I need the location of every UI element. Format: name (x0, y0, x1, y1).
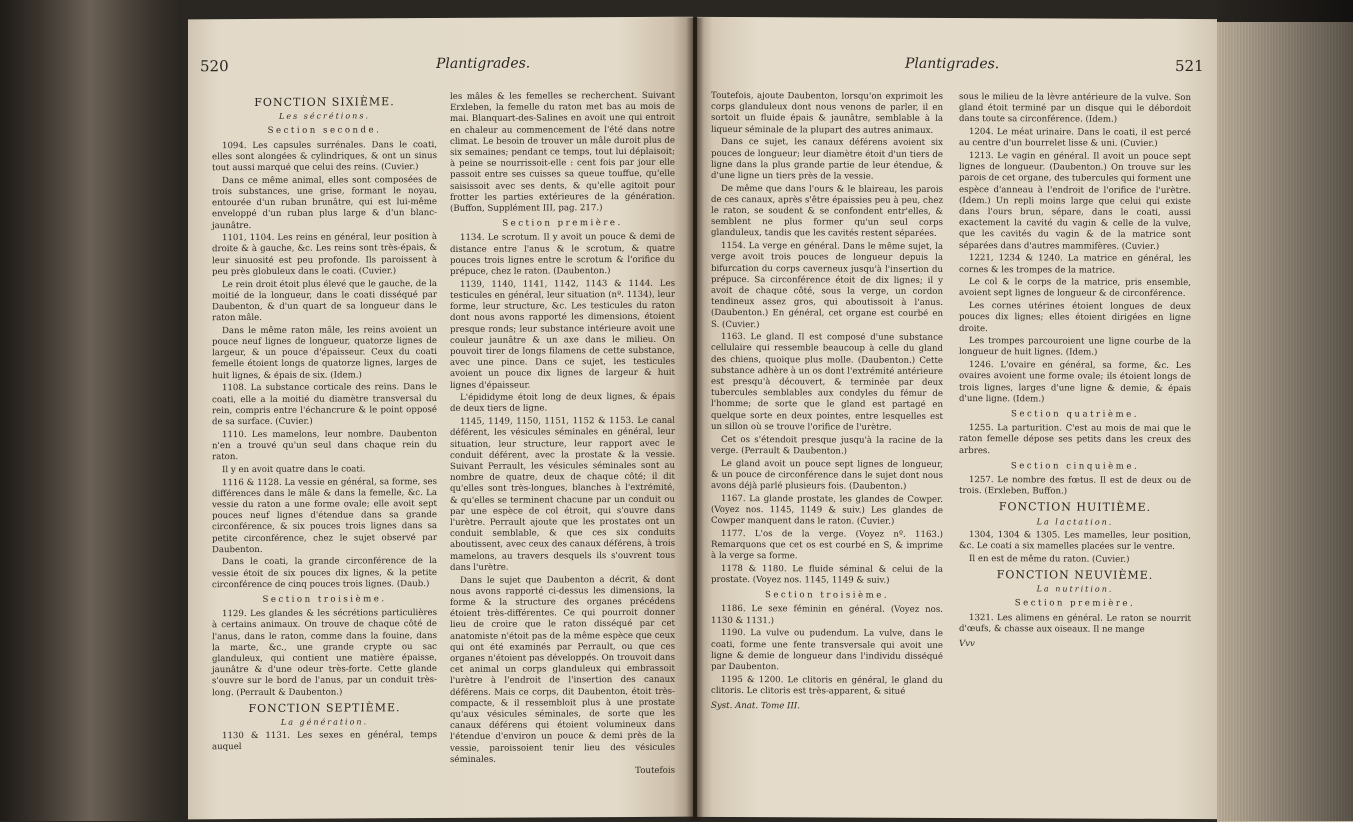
subject-heading: Les sécrétions. (279, 111, 370, 122)
paragraph: 1190. La vulve ou pudendum. La vulve, dans le coati, forme une fente transversale qui avoit une ligne & demie de longueur dans l'individu disséqué par Daubenton. (711, 628, 943, 673)
left-running-head: Plantigrades. (436, 55, 531, 73)
section-heading: Section première. (1014, 598, 1136, 610)
paragraph: 1186. Le sexe féminin en général. (Voyez nos. 1130 & 1131.) (711, 604, 943, 626)
paragraph: Dans le même raton mâle, les reins avoient un pouce neuf lignes de longueur, quatorze lignes de largeur, & un pouce d'épaisseur. Ceux du coati femelle étoient longs de quatorze lignes, larges de huit lignes, & épais de six. (Idem.) (212, 324, 437, 381)
paragraph: 1116 & 1128. La vessie en général, sa forme, ses différences dans le mâle & dans la femelle, &c. La vessie du raton a une forme ovale; elle avoit sept pouces neuf lignes d'étendue dans sa grande circonférence, & six pouces trois lignes dans sa petite circonférence, chez le sujet observé par Daubenton. (212, 476, 437, 555)
right-page-column-1 (711, 91, 943, 715)
signature-mark: Vvv (959, 638, 975, 650)
paragraph: 1154. La verge en général. Dans le même sujet, la verge avoit trois pouces de longueur depuis la bifurcation du corps caverneux jusqu'à l'insertion du prépuce. Sa circonférence étoit de dix lignes; il y avoit de chaque côté, sous la verge, un cordon tendineux assez gros, qui aboutissoit à l'anus. (Daubenton.) En général, cet organe est courbé en S. (Cuvier.) (711, 241, 943, 330)
left-page-header (196, 55, 676, 82)
section-heading: Section cinquième. (1010, 461, 1140, 472)
paragraph: 1094. Les capsules surrénales. Dans le coati, elles sont alongées & cylindriques, & ont un sinus tout aussi marqué que celui des reins. (Cuvier.) (212, 139, 437, 174)
paragraph: 1204. Le méat urinaire. Dans le coati, il est percé au centre d'un bourrelet lisse & uni. (Cuvier.) (959, 127, 1191, 150)
function-heading: FONCTION NEUVIÈME. (996, 568, 1154, 582)
right-page-header (705, 55, 1205, 81)
paragraph: Dans le sujet que Daubenton a décrit, & dont nous avons rapporté ci-dessus les dimensions, la forme & la structure des organes précédens étoient très-différentes. Ce qui pourroit donner lieu de croire que le raton disséqué par cet anatomiste n'étoit pas de la même espèce que ceux qui ont été examinés par Perrault, ou que ces organes n'étoient pas développés. On trouvoit dans cet animal un corps glanduleux qui embrassoit l'urètre à l'endroit de l'insertion des canaux déférens. Mais ce corps, dit Daubenton, étoit très-compacte, & il ressembloit plus à une prostate qu'aux vésicules séminales, de sorte que les canaux déférens qui étoient volumineux dans l'étendue d'environ un pouce & demi près de la vessie, paroissoient tenir lieu des vésicules séminales. (450, 574, 675, 765)
right-running-head: Plantigrades. (905, 55, 1000, 73)
paragraph: Le col & le corps de la matrice, pris ensemble, avoient sept lignes de longueur & de circonférence. (959, 277, 1191, 300)
left-page (188, 17, 693, 820)
section-heading: Section quatrième. (1011, 409, 1139, 420)
paragraph: Il en est de même du raton. (Cuvier.) (969, 553, 1130, 565)
paragraph: 1134. Le scrotum. Il y avoit un pouce & demi de distance entre l'anus & le scrotum, & quatre pouces trois lignes entre le scrotum & l'orifice du prépuce, chez le raton. (Daubenton.) (450, 232, 675, 277)
paragraph: 1255. La parturition. C'est au mois de mai que le raton femelle dépose ses petits dans les creux des arbres. (959, 423, 1191, 456)
paragraph-continued: Toutefois, ajoute Daubenton, lorsqu'on exprimoit les corps glanduleux dont nous venons de parler, il en sortoit un fluide épais & jaunâtre, semblable à la liqueur séminale de la plupart des autres animaux. (711, 90, 943, 136)
paragraph: 1178 & 1180. Le fluide séminal & celui de la prostate. (Voyez nos. 1145, 1149 & suiv.) (711, 563, 943, 586)
paragraph: 1167. La glande prostate, les glandes de Cowper. (Voyez nos. 1145, 1149 & suiv.) Les glandes de Cowper manquent dans le raton. (Cuvier.) (711, 493, 943, 527)
function-heading: FONCTION SIXIÈME. (254, 95, 395, 109)
paragraph: Dans le coati, la grande circonférence de la vessie étoit de six pouces dix lignes, & la petite circonférence de cinq pouces trois lignes. (Daub.) (212, 556, 437, 591)
paragraph: 1195 & 1200. Le clitoris en général, le gland du clitoris. Le clitoris est très-apparent, & situé (711, 674, 943, 697)
paragraph: Dans ce même animal, elles sont composées de trois substances, une grise, formant le noyau, entourée d'un ruban brunâtre, qui est lui-même enveloppé d'un ruban plus large & d'un blanc-jaunâtre. (212, 174, 437, 231)
paragraph: 1108. La substance corticale des reins. Dans le coati, elle a la moitié du diamètre transversal du rein, compris entre l'échancrure & le point opposé de sa surface. (Cuvier.) (212, 382, 437, 428)
left-page-column-1 (212, 92, 437, 755)
paragraph: Le rein droit étoit plus élevé que le gauche, de la moitié de la longueur, dans le coati disséqué par Daubenton, & d'un quart de sa longueur dans le raton mâle. (212, 278, 437, 324)
section-heading: Section seconde. (267, 125, 382, 137)
paragraph: 1145, 1149, 1150, 1151, 1152 & 1153. Le canal déférent, les vésicules séminales en général, leur situation, leur structure, leur rapport avec le conduit déférent, avec la prostate & la vessie. Suivant Perrault, les vésicules séminales sont au nombre de quatre, deux de chaque côté; il dit qu'elles sont très-longues, blanches à l'extrémité, & qu'elles se terminent chacune par un conduit ou par une espèce de col étroit, qui s'ouvre dans l'urètre. Perrault ajoute que les prostates ont un conduit semblable, & que ces six conduits aboutissent, avec ceux des canaux déférens, à trois mamelons, au travers desquels ils s'ouvrent tous dans l'urètre. (450, 415, 675, 573)
book-gutter-shadow (686, 18, 704, 821)
section-heading: Section première. (502, 218, 623, 229)
paragraph: 1139, 1140, 1141, 1142, 1143 & 1144. Les testicules en général, leur situation (nº. 1134), leur forme, leur structure, &c. Les testicules du raton dont nous avons rapporté les dimensions, étoient presque ronds; leur substance intérieure avoit une couleur jaunâtre & un axe dans le milieu. On pouvoit tirer de longs filamens de cette substance, avec une pince. Dans ce sujet, les testicules avoient un pouce dix lignes de largeur & huit lignes d'épaisseur. (450, 278, 675, 391)
section-heading: Section troisième. (764, 590, 890, 601)
function-heading: FONCTION SEPTIÈME. (248, 701, 401, 715)
left-page-column-2 (450, 91, 675, 780)
paragraph: L'épididyme étoit long de deux lignes, & épais de deux tiers de ligne. (450, 392, 675, 415)
section-heading: Section troisième. (262, 594, 387, 605)
paragraph: 1221, 1234 & 1240. La matrice en général, les cornes & les trompes de la matrice. (959, 253, 1191, 276)
paragraph: De même que dans l'ours & le blaireau, les parois de ces canaux, après s'être épaissies peu à peu, chez le raton, se soudent & se confondent entr'elles, & semblent ne plus former qu'un seul corps glanduleux, tandis que les cavités restent séparées. (711, 183, 943, 240)
subject-heading: La lactation. (1036, 516, 1114, 527)
subject-heading: La génération. (280, 717, 369, 727)
paragraph: 1213. Le vagin en général. Il avoit un pouce sept lignes de longueur. (Daubenton.) On trouve sur les parois de cet organe, des tubercules qui forment une espèce d'anneau à l'endroit de l'orifice de l'urètre. (Idem.) Un repli moins large que celui qui existe dans l'ours brun, sépare, dans le coati, aussi exactement la cavité du vagin & celle de la vulve, que les cavités du vagin & de la matrice sont séparées dans d'autres mammifères. (Cuvier.) (959, 151, 1192, 252)
paragraph-continued: sous le milieu de la lèvre antérieure de la vulve. Son gland étoit terminé par un disque qui le débordoit dans toute sa circonférence. (Idem.) (959, 92, 1191, 126)
right-page (697, 17, 1217, 819)
page-edges-shadow (1217, 0, 1353, 821)
paragraph: Cet os s'étendoit presque jusqu'à la racine de la verge. (Perrault & Daubenton.) (711, 434, 943, 457)
paragraph: Les cornes utérines étoient longues de deux pouces dix lignes; elles étoient dirigées en ligne droite. (959, 301, 1191, 334)
paragraph: Dans ce sujet, les canaux déférens avoient six pouces de longueur; leur diamètre étoit d'un tiers de ligne dans la plus grande partie de leur étendue, & d'une ligne un tiers près de la vessie. (711, 137, 943, 182)
paragraph: 1257. Le nombre des fœtus. Il est de deux ou de trois. (Erxleben, Buffon.) (959, 475, 1191, 497)
paragraph: 1130 & 1131. Les sexes en général, temps auquel (212, 730, 437, 753)
function-heading: FONCTION HUITIÈME. (998, 500, 1152, 515)
paragraph: 1101, 1104. Les reins en général, leur position à droite & à gauche, &c. Les reins sont très-épais, & leur sinuosité est peu profonde. Ils paroissent à peu près globuleux dans le coati. (Cuvier.) (212, 232, 437, 278)
paragraph: 1246. L'ovaire en général, sa forme, &c. Les ovaires avoient une forme ovale; ils étoient longs de trois lignes, larges d'une ligne & demie, & épais d'une ligne. (Idem.) (959, 360, 1191, 405)
paragraph: 1177. L'os de la verge. (Voyez nº. 1163.) Remarquons que cet os est courbé en S, & imprime à la verge sa forme. (711, 528, 943, 562)
paragraph: 1163. Le gland. Il est composé d'une substance cellulaire qui ressemble beaucoup à celle du gland des chiens, quoique plus molle. (Daubenton.) Cette substance adhère à un os dont l'extrémité antérieure est presqu'à découvert, & terminée par deux tubercules semblables aux condyles du fémur de l'homme; de sorte que le gland est partagé en quelque sorte en deux pointes, entre lesquelles est un sillon où se trouve l'orifice de l'urètre. (711, 332, 943, 433)
paragraph: Les trompes parcouroient une ligne courbe de la longueur de huit lignes. (Idem.) (959, 336, 1191, 359)
right-page-column-2 (959, 92, 1191, 653)
paragraph: 1129. Les glandes & les sécrétions particulières à certains animaux. On trouve de chaque côté de l'anus, dans le raton, comme dans la fouine, dans la marte, &c., une grande crypte ou sac glanduleux, qui contient une matière épaisse, jaunâtre & d'une odeur très-forte. Cette glande s'ouvre sur le bord de l'anus, par un conduit très-long. (Perrault & Daubenton.) (212, 608, 437, 698)
paragraph-continued: les mâles & les femelles se recherchent. Suivant Erxleben, la femelle du raton met bas au mois de mai. Blanquart-des-Salines en avoit une qui entroit en chaleur au commencement de l'été dans notre climat. Le besoin de trouver un mâle duroit plus de six semaines; pendant ce temps, tout lui déplaisoit; à peine se nourrissoit-elle : cent fois par jour elle passoit entre ses cuisses sa queue touffue, qu'elle saisissoit avec ses dents, & qu'elle agitoit pour frotter les parties extérieures de la génération. (Buffon, Supplément III, pag. 217.) (450, 90, 675, 214)
subject-heading: La nutrition. (1036, 584, 1114, 594)
paragraph: 1321. Les alimens en général. Le raton se nourrit d'œufs, & chasse aux oiseaux. Il ne mange (959, 612, 1191, 635)
right-page-number: 521 (1175, 56, 1204, 76)
signature-mark: Syst. Anat. Tome III. (711, 700, 800, 712)
paragraph: 1304, 1304 & 1305. Les mamelles, leur position, &c. Le coati a six mamelles placées sur le ventre. (959, 529, 1191, 552)
catchword: Toutefois (635, 766, 675, 777)
paragraph: Il y en avoit quatre dans le coati. (222, 464, 366, 475)
paragraph: Le gland avoit un pouce sept lignes de longueur, & un pouce de circonférence dans le sujet dont nous avons déjà parlé plusieurs fois. (Daubenton.) (711, 458, 943, 492)
left-page-number: 520 (200, 57, 229, 76)
paragraph: 1110. Les mamelons, leur nombre. Daubenton n'en a trouvé qu'un seul dans chaque rein du raton. (212, 428, 437, 463)
